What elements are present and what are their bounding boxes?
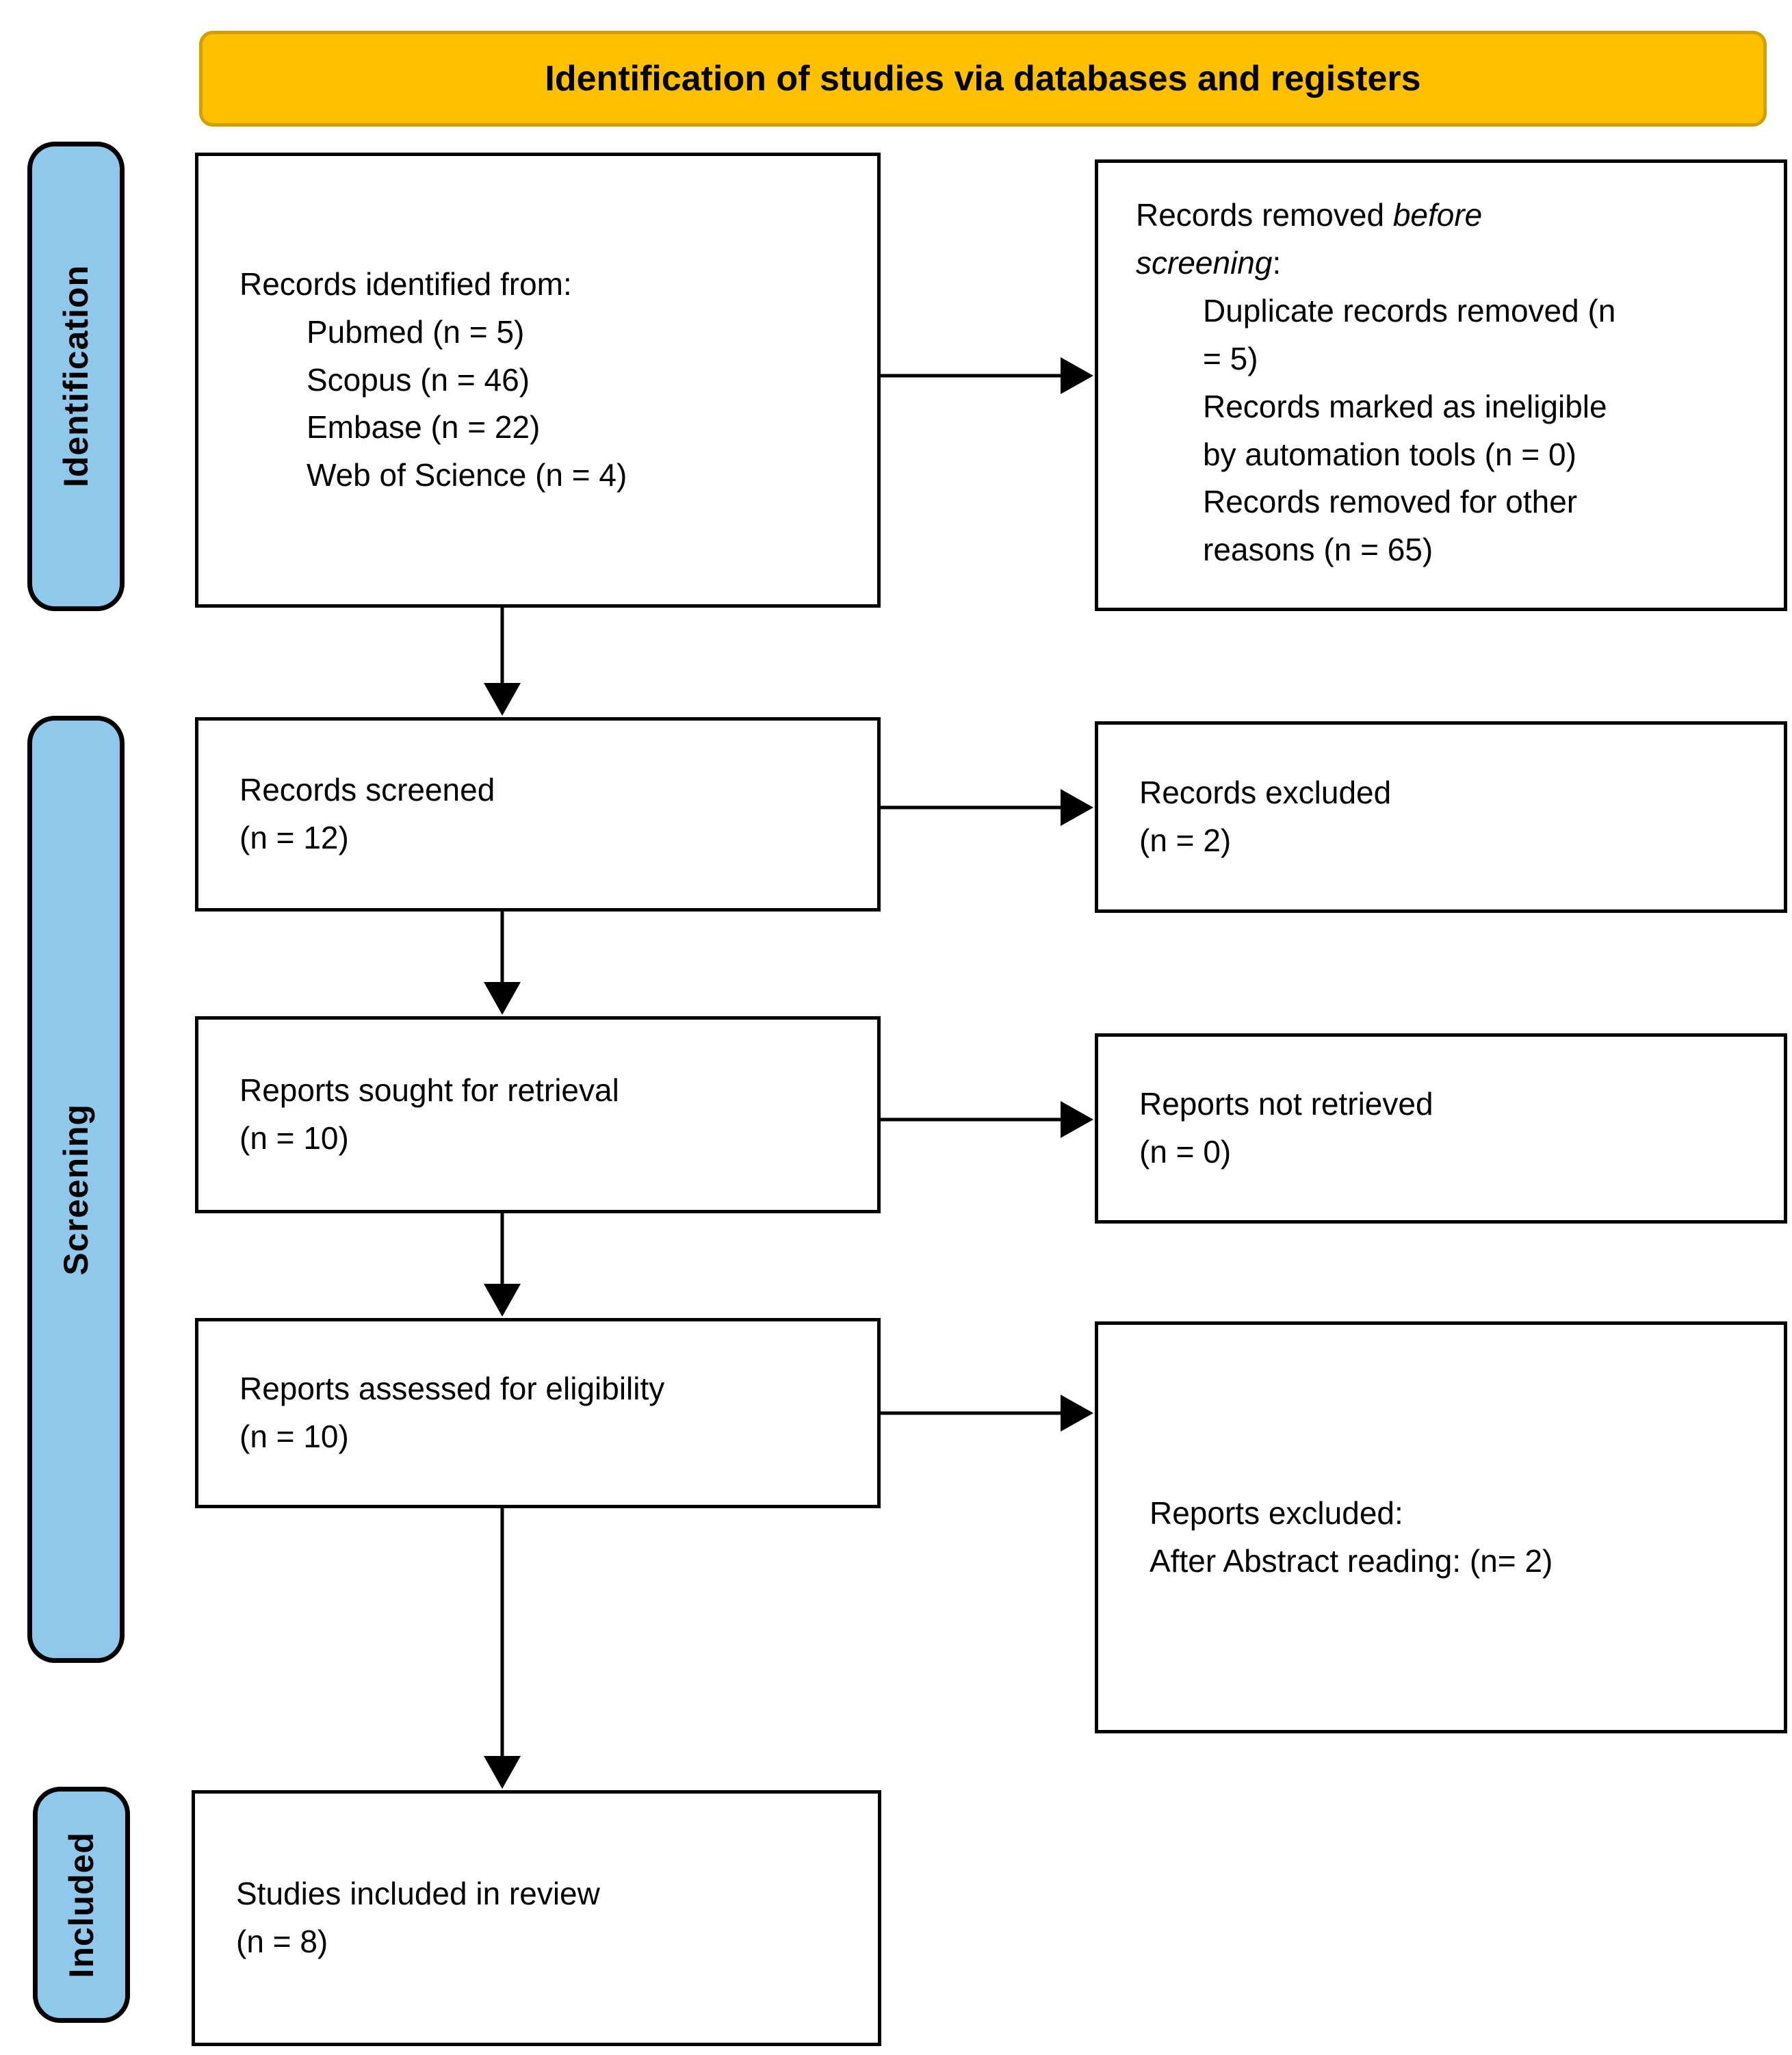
arrow-shaft <box>501 1508 504 1757</box>
reports-not-retrieved-label: Reports not retrieved <box>1139 1086 1433 1122</box>
ineligible-automation-line1: Records marked as ineligible <box>1203 388 1607 424</box>
records-removed-heading-suffix: : <box>1272 244 1282 281</box>
arrow-shaft <box>501 608 504 684</box>
banner <box>199 31 1767 127</box>
right-arrow-sought-to-not-retrieved <box>881 1102 1093 1137</box>
reports-sought-box <box>195 1016 881 1213</box>
records-identified-item-pubmed: Pubmed (n = 5) <box>307 313 525 350</box>
arrow-head-down-icon <box>484 1284 521 1317</box>
reports-excluded-box <box>1095 1321 1787 1733</box>
arrow-shaft <box>501 1213 504 1285</box>
arrow-head-right-icon <box>1061 1395 1093 1432</box>
banner-title: Identification of studies via databases and registers <box>545 59 1421 99</box>
other-reasons-line1: Records removed for other <box>1203 484 1578 520</box>
stage-label-included-text: Included <box>62 1831 101 1978</box>
reports-excluded-label: Reports excluded: <box>1150 1495 1403 1531</box>
studies-included-label: Studies included in review <box>236 1876 600 1912</box>
right-arrow-screened-to-excluded <box>881 790 1093 825</box>
arrow-head-right-icon <box>1061 357 1093 394</box>
down-arrow-sought-to-assessed <box>484 1213 520 1317</box>
reports-assessed-box <box>195 1318 881 1508</box>
records-identified-item-embase: Embase (n = 22) <box>307 409 541 445</box>
records-identified-item-wos: Web of Science (n = 4) <box>307 457 627 493</box>
reports-not-retrieved-box <box>1095 1033 1787 1224</box>
records-removed-heading-line2 <box>1136 240 1763 287</box>
stage-label-identification-text: Identification <box>57 265 95 488</box>
studies-included-box <box>192 1790 881 2046</box>
records-removed-heading-italic2: screening <box>1136 244 1273 281</box>
down-arrow-identified-to-screened <box>484 608 520 716</box>
reports-excluded-reason: After Abstract reading: (n= 2) <box>1150 1543 1553 1579</box>
stage-label-screening-text: Screening <box>57 1103 95 1276</box>
arrow-shaft <box>881 1118 1062 1122</box>
arrow-head-down-icon <box>484 683 521 716</box>
arrow-shaft <box>881 374 1062 378</box>
reports-sought-count: (n = 10) <box>239 1120 349 1156</box>
arrow-head-right-icon <box>1061 789 1093 826</box>
records-screened-label: Records screened <box>239 772 495 808</box>
reports-not-retrieved-count: (n = 0) <box>1139 1134 1232 1169</box>
stage-label-screening <box>27 716 125 1663</box>
other-reasons-line2: reasons (n = 65) <box>1203 532 1433 568</box>
arrow-head-down-icon <box>484 982 521 1015</box>
records-identified-item-scopus: Scopus (n = 46) <box>307 361 530 398</box>
records-screened-count: (n = 12) <box>239 820 349 855</box>
records-excluded-box <box>1095 721 1787 913</box>
records-screened-box <box>195 717 881 912</box>
duplicates-removed-line2: = 5) <box>1203 340 1258 376</box>
records-removed-heading-italic1: before <box>1392 197 1483 233</box>
reports-assessed-label: Reports assessed for eligibility <box>239 1371 665 1407</box>
records-identified-box <box>195 153 881 608</box>
records-removed-box <box>1095 159 1787 611</box>
arrow-shaft <box>501 912 504 983</box>
down-arrow-screened-to-sought <box>484 912 520 1015</box>
studies-included-count: (n = 8) <box>236 1924 328 1959</box>
duplicates-removed-line1: Duplicate records removed (n <box>1203 292 1616 328</box>
right-arrow-identified-to-removed <box>881 358 1093 393</box>
stage-label-included <box>33 1787 130 2023</box>
ineligible-automation-line2: by automation tools (n = 0) <box>1203 436 1576 472</box>
stage-label-identification <box>27 142 125 611</box>
records-removed-heading-line1 <box>1136 192 1763 240</box>
arrow-head-down-icon <box>484 1756 521 1789</box>
arrow-shaft <box>881 1412 1062 1415</box>
arrow-head-right-icon <box>1061 1101 1093 1138</box>
arrow-shaft <box>881 806 1062 810</box>
records-excluded-label: Records excluded <box>1139 775 1392 811</box>
records-removed-heading-prefix: Records removed <box>1136 197 1393 233</box>
reports-sought-label: Reports sought for retrieval <box>239 1072 619 1109</box>
records-identified-heading: Records identified from: <box>239 266 572 302</box>
down-arrow-assessed-to-included <box>484 1508 520 1789</box>
reports-assessed-count: (n = 10) <box>239 1419 349 1454</box>
right-arrow-assessed-to-excluded <box>881 1395 1093 1431</box>
records-excluded-count: (n = 2) <box>1139 823 1232 858</box>
